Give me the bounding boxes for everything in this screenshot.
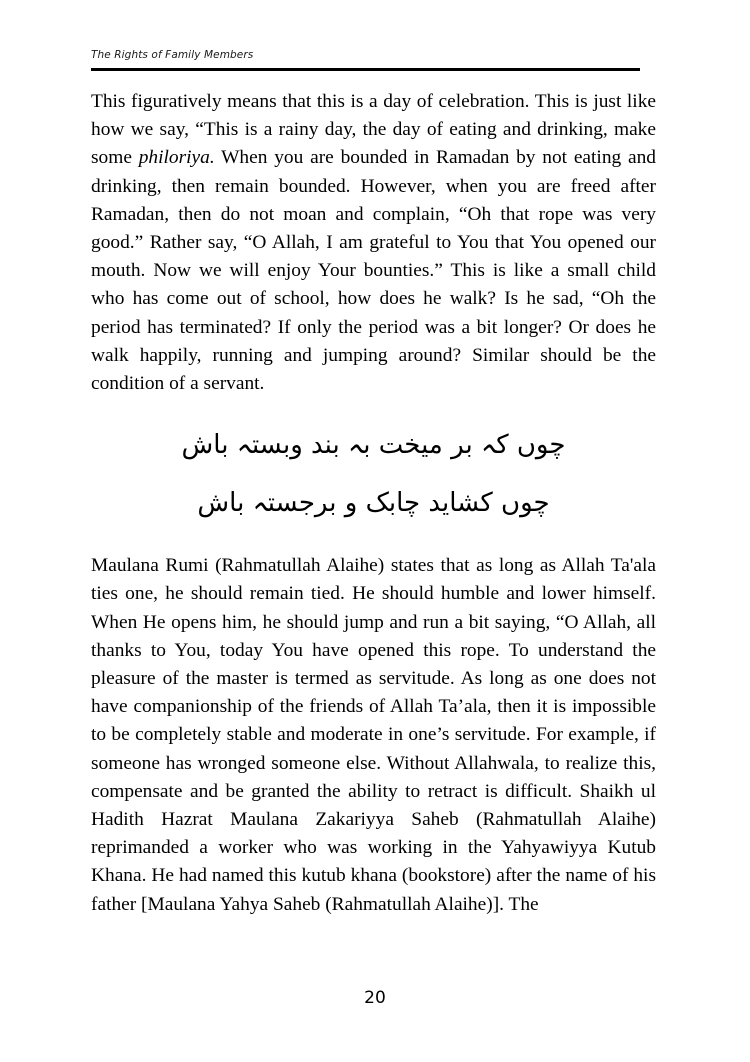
paragraph-1-segment-3: When you are bounded in Ramadan by not eating and drinking, then remain bounded. However, when you are freed after Ramadan, then do not moan and complain, “Oh that rope was very good.” Rather say, “O Allah, I am grateful to You that You opened our mouth. Now we will enjoy Your bounties.” This is like a small child who has come out of school, how does he walk? Is he sad, “Oh the period has terminated? If only the period was a bit longer? Or does he walk happily, running and jumping around? Similar should be the condition of a servant. [91,147,657,395]
couplet-line-1: چوں کہ بر میخت بہ بند وبستہ باش [181,430,566,461]
running-header-title: The Rights of Family Members [91,49,254,61]
paragraph-1 [91,88,656,398]
running-header [91,48,641,62]
couplet-line-2: چوں کشاید چابک و برجستہ باش [197,488,550,519]
header-rule-divider [91,68,640,71]
page-footer [0,988,750,1008]
paragraph-1-segment-1: This figuratively means that this is a day of celebration. This is just like how we say, “This is a rainy day, the day of eating and drinking, make some [91,91,656,169]
page-number: 20 [364,988,386,1008]
paragraph-2-segment-1: Maulana Rumi (Rahmatullah Alaihe) states that as long as Allah Ta'ala ties one, he should remain tied. He should humble and lower himself. When He opens him, he should jump and run a bit saying, “O Allah, all thanks to You, today You have opened this rope. To understand the pleasure of the master is termed as servitude. As long as one does not have companionship of the friends of Allah Ta’ala, then it is impossible to be completely stable and moderate in one’s servitude. For example, if someone has wronged someone else. Without Allahwala, to realize this, compensate and be granted the ability to retract is difficult. Shaikh ul Hadith Hazrat Maulana Zakariyya Saheb (Rahmatullah Alaihe) reprimanded a worker who was working in the Yahyawiyya Kutub Khana. He had named this kutub khana (bookstore) after the name of his father [Maulana Yahya Saheb (Rahmatullah Alaihe)]. The [91,555,656,915]
page-body [91,88,656,919]
paragraph-1-italic-term: philoriya. [138,147,215,169]
persian-couplet [91,398,656,546]
paragraph-2 [91,552,656,919]
